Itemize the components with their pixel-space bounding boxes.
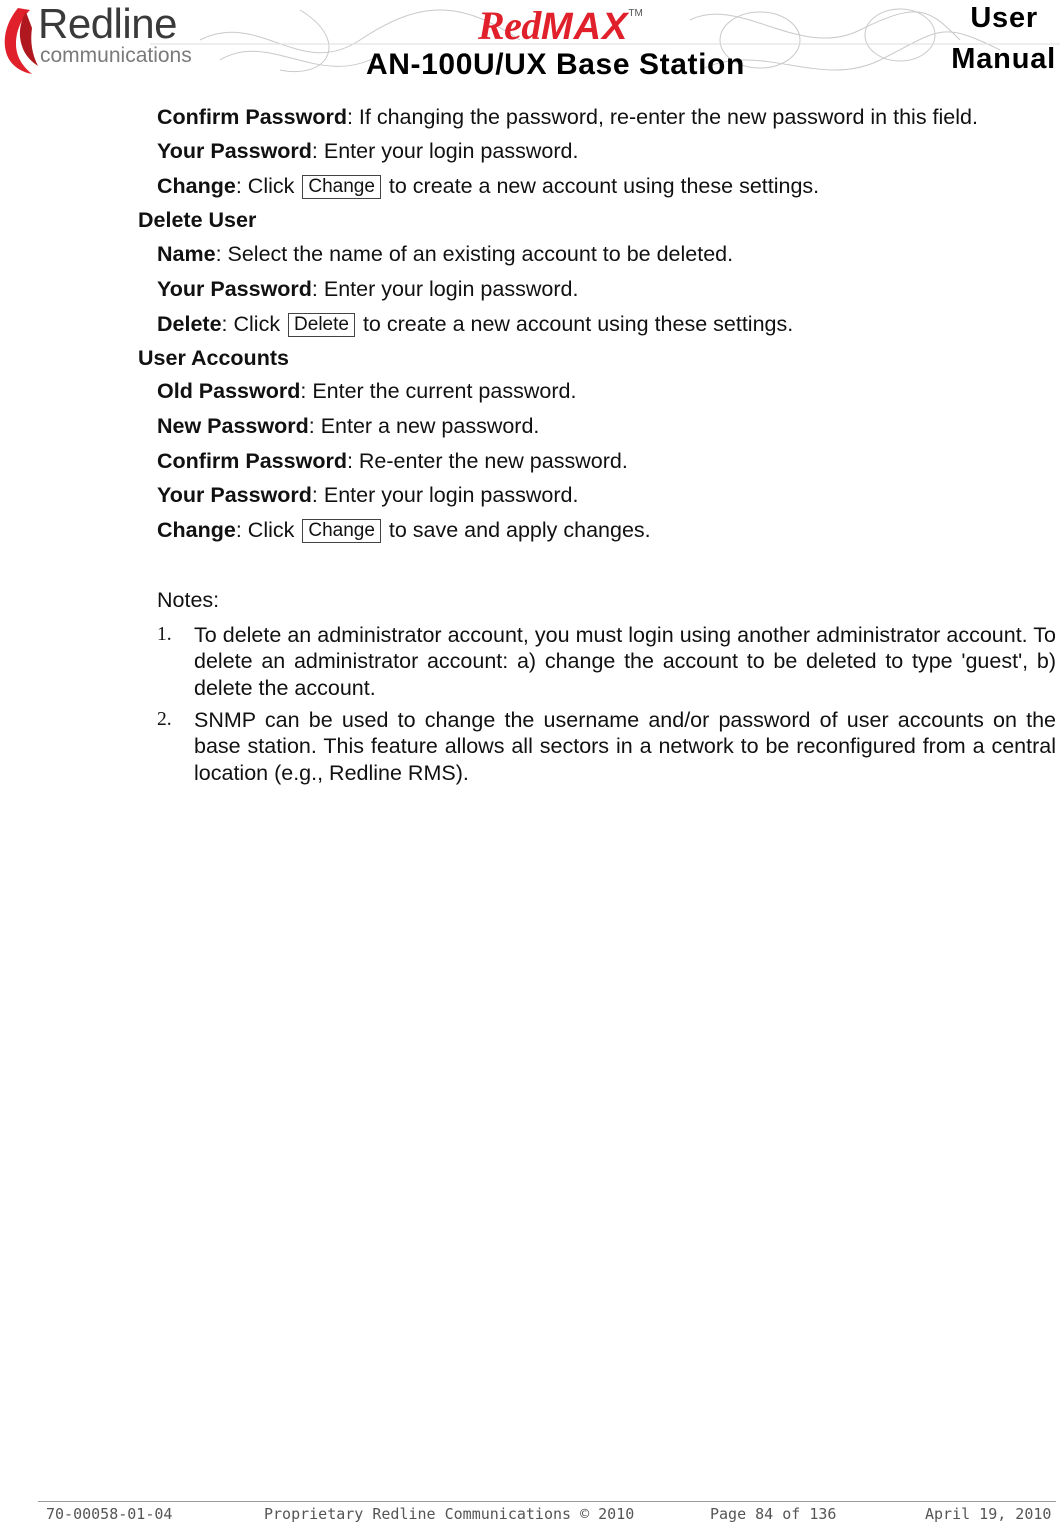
redline-swoosh-icon xyxy=(0,6,40,76)
logo-subtitle: communications xyxy=(40,44,192,67)
field-term: Confirm Password xyxy=(157,105,347,129)
notes-title: Notes: xyxy=(157,588,220,612)
click-text: : Click xyxy=(235,518,301,542)
change-line xyxy=(157,173,819,199)
user-accounts-heading: User Accounts xyxy=(138,346,289,370)
field-description: to save and apply changes. xyxy=(382,518,651,542)
click-text: : Click xyxy=(235,174,301,198)
delete-user-heading: Delete User xyxy=(138,208,257,232)
field-term: Name xyxy=(157,242,216,266)
brand-trademark: TM xyxy=(628,8,643,19)
field-term: Your Password xyxy=(157,483,312,507)
footer-copyright: Proprietary Redline Communications © 2010 xyxy=(264,1505,635,1523)
brand-red-text: Red xyxy=(478,3,541,48)
field-description: : Enter your login password. xyxy=(311,277,579,301)
footer-doc-number: 70-00058-01-04 xyxy=(46,1505,173,1523)
change-line xyxy=(157,517,651,543)
footer-page-number: Page 84 of 136 xyxy=(710,1505,837,1523)
redline-logo xyxy=(0,2,205,78)
field-term: Your Password xyxy=(157,277,312,301)
field-term: New Password xyxy=(157,414,309,438)
note-number: 2. xyxy=(157,709,172,730)
field-term: Your Password xyxy=(157,139,312,163)
click-text: : Click xyxy=(221,312,287,336)
field-description: : Select the name of an existing account to be deleted. xyxy=(215,242,734,266)
brand-max-text: MAX xyxy=(540,6,629,48)
note-text: To delete an administrator account, you must login using another administrator account. To delete an administrator account: a) change the account to be deleted to type 'guest', b) delete the account. xyxy=(194,623,1056,700)
field-term: Change xyxy=(157,174,236,198)
page-header xyxy=(0,0,1060,88)
footer-date: April 19, 2010 xyxy=(925,1505,1052,1523)
name-line xyxy=(157,241,733,267)
your-password-line xyxy=(157,276,578,302)
your-password-line xyxy=(157,138,578,164)
product-title: AN-100U/UX Base Station xyxy=(366,48,745,81)
field-description: : Enter your login password. xyxy=(311,483,579,507)
redmax-logo xyxy=(478,2,643,48)
field-term: Old Password xyxy=(157,379,301,403)
field-description: : Enter your login password. xyxy=(311,139,579,163)
old-password-line xyxy=(157,378,576,404)
change-button-illustration: Change xyxy=(302,175,381,199)
confirm-password-line xyxy=(157,448,628,474)
field-term: Confirm Password xyxy=(157,449,347,473)
field-description: to create a new account using these settings. xyxy=(382,174,820,198)
field-description: : Enter the current password. xyxy=(300,379,577,403)
note-number: 1. xyxy=(157,624,172,645)
field-description: : Re-enter the new password. xyxy=(346,449,628,473)
your-password-line xyxy=(157,482,578,508)
footer-divider xyxy=(38,1501,1056,1502)
new-password-line xyxy=(157,413,539,439)
field-term: Delete xyxy=(157,312,222,336)
manual-label-manual: Manual xyxy=(951,43,1056,75)
field-description: : If changing the password, re-enter the new password in this field. xyxy=(346,105,978,129)
delete-line xyxy=(157,311,793,337)
field-description: to create a new account using these settings. xyxy=(356,312,794,336)
manual-label-user: User xyxy=(970,2,1038,34)
logo-name: Redline xyxy=(38,0,177,47)
change-button-illustration: Change xyxy=(302,519,381,543)
field-term: Change xyxy=(157,518,236,542)
confirm-password-line xyxy=(157,104,978,130)
delete-button-illustration: Delete xyxy=(288,313,355,337)
field-description: : Enter a new password. xyxy=(308,414,540,438)
note-text: SNMP can be used to change the username and/or password of user accounts on the base station. This feature allows all sectors in a network to be reconfigured from a central location (e.g., Redline RMS). xyxy=(194,708,1056,785)
